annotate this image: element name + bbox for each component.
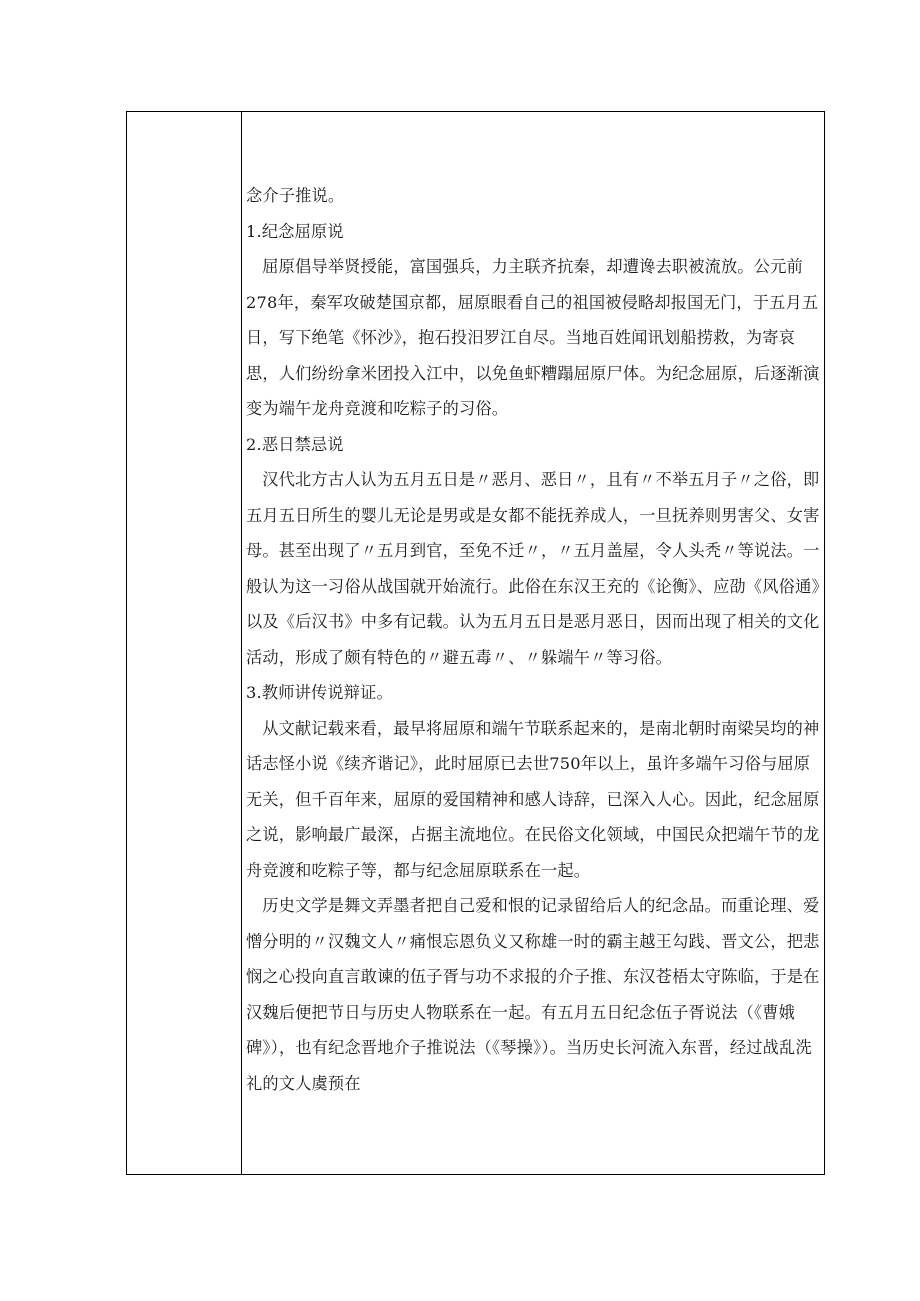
content-table: [126, 111, 825, 1175]
paragraph-evil-day: 汉代北方古人认为五月五日是〃恶月、恶日〃，且有〃不举五月子〃之俗，即五月五日所生的婴儿无论是男或是女都不能抚养成人，一旦抚养则男害父、女害母。甚至出现了〃五月到官，至免不迁〃，〃五月盖屋，令人头秃〃等说法。一般认为这一习俗从战国就开始流行。此俗在东汉王充的《论衡》、应劭《风俗通》以及《后汉书》中多有记载。认为五月五日是恶月恶日，因而出现了相关的文化活动，形成了颇有特色的〃避五毒〃、〃躲端午〃等习俗。: [246, 470, 820, 667]
heading-teacher-analysis: 3.教师讲传说辩证。: [246, 683, 393, 702]
paragraph-intro-fragment: 念介子推说。: [246, 186, 345, 205]
heading-evil-day: 2.恶日禁忌说: [246, 434, 344, 454]
heading-qu-yuan: 1.纪念屈原说: [246, 221, 344, 241]
paragraph-historical-literature: 历史文学是舞文弄墨者把自己爱和恨的记录留给后人的纪念品。而重论理、爱憎分明的〃汉魏文人〃痛恨忘恩负义又称雄一时的霸主越王勾践、晋文公，把悲悯之心投向直言敢谏的伍子胥与功不求报的介子推、东汉苍梧太守陈临，于是在汉魏后便把节日与历史人物联系在一起。有五月五日纪念伍子胥说法（《曹娥碑》），也有纪念晋地介子推说法（《琴操》）。当历史长河流入东晋，经过战乱洗礼的文人虞预在: [246, 896, 820, 1093]
right-column-cell: [242, 112, 824, 1174]
paragraph-qu-yuan: 屈原倡导举贤授能，富国强兵，力主联齐抗秦，却遭谗去职被流放。公元前278年，秦军攻破楚国京都，屈原眼看自己的祖国被侵略却报国无门，于五月五日，写下绝笔《怀沙》，抱石投汨罗江自尽。当地百姓闻讯划船捞救，为寄哀思，人们纷纷拿米团投入江中，以免鱼虾糟蹋屈原尸体。为纪念屈原，后逐渐演变为端午龙舟竞渡和吃粽子的习俗。: [246, 257, 820, 418]
left-column-cell: [127, 112, 242, 1174]
lesson-text: [246, 178, 820, 1101]
paragraph-literature-records: 从文献记载来看，最早将屈原和端午节联系起来的，是南北朝时南梁吴均的神话志怪小说《续齐谐记》，此时屈原已去世750年以上，虽许多端午习俗与屈原无关，但千百年来，屈原的爱国精神和感人诗辞，已深入人心。因此，纪念屈原之说，影响最广最深，占据主流地位。在民俗文化领域，中国民众把端午节的龙舟竞渡和吃粽子等，都与纪念屈原联系在一起。: [246, 718, 820, 880]
